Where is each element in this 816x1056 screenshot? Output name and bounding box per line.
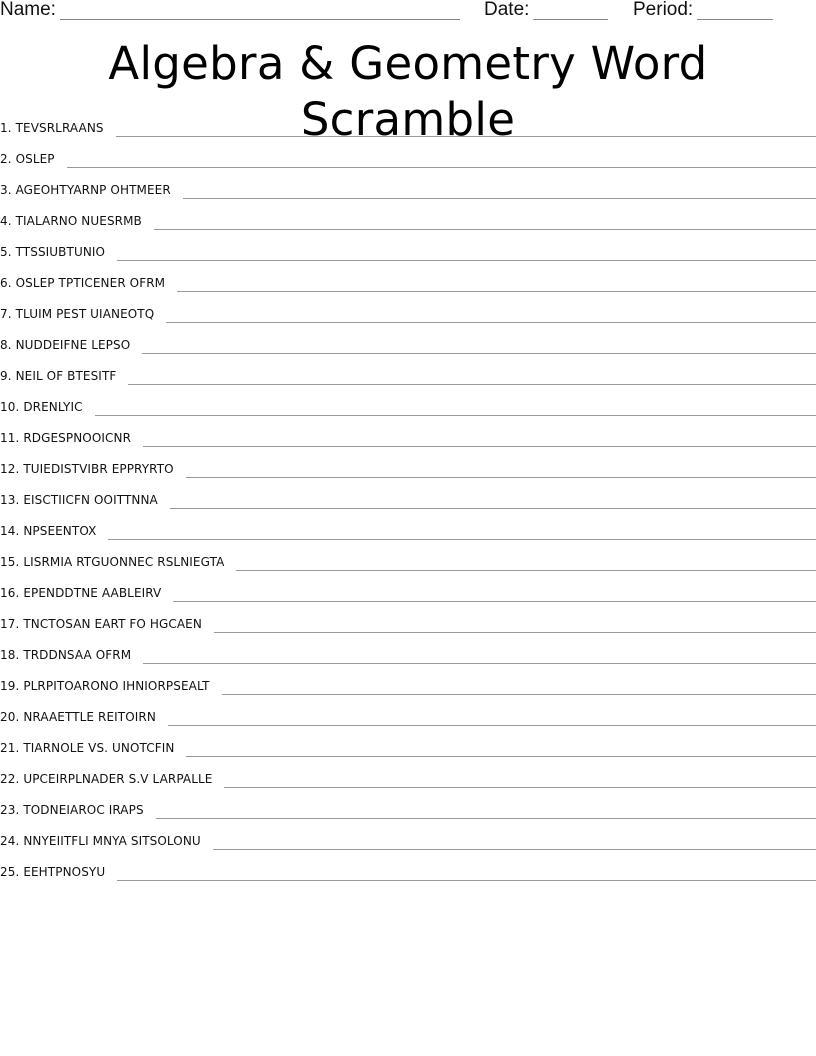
scrambled-letters: EPENDDTNE AABLEIRV <box>23 586 162 600</box>
scrambled-word <box>0 276 165 294</box>
item-number: 4. <box>0 214 12 228</box>
scrambled-word <box>0 493 158 511</box>
scrambled-word <box>0 307 154 325</box>
scrambled-word <box>0 462 174 480</box>
answer-line[interactable] <box>142 352 816 354</box>
answer-line[interactable] <box>236 569 816 571</box>
scrambled-word <box>0 741 174 759</box>
name-field[interactable] <box>0 0 462 20</box>
scrambled-letters: DRENLYIC <box>23 400 83 414</box>
answer-line[interactable] <box>108 538 816 540</box>
list-item <box>0 294 816 325</box>
scrambled-letters: TIARNOLE VS. UNOTCFIN <box>23 741 175 755</box>
item-number: 21. <box>0 741 20 755</box>
answer-line[interactable] <box>186 476 816 478</box>
answer-line[interactable] <box>143 662 816 664</box>
scrambled-word <box>0 834 201 852</box>
item-number: 12. <box>0 462 20 476</box>
answer-line[interactable] <box>116 135 816 137</box>
scrambled-letters: AGEOHTYARNP OHTMEER <box>15 183 171 197</box>
scrambled-word <box>0 121 104 139</box>
scrambled-word <box>0 431 131 449</box>
list-item <box>0 263 816 294</box>
list-item <box>0 480 816 511</box>
list-item <box>0 387 816 418</box>
scrambled-letters: NEIL OF BTESITF <box>15 369 117 383</box>
list-item <box>0 852 816 883</box>
answer-line[interactable] <box>95 414 816 416</box>
list-item <box>0 232 816 263</box>
scrambled-letters: PLRPITOARONO IHNIORPSEALT <box>23 679 210 693</box>
item-number: 16. <box>0 586 20 600</box>
answer-line[interactable] <box>143 445 816 447</box>
item-number: 1. <box>0 121 12 135</box>
scrambled-letters: TODNEIAROC IRAPS <box>23 803 144 817</box>
date-field[interactable] <box>484 0 612 20</box>
scrambled-word <box>0 245 105 263</box>
scrambled-word <box>0 679 210 697</box>
item-number: 22. <box>0 772 20 786</box>
scrambled-word <box>0 710 156 728</box>
list-item <box>0 666 816 697</box>
scrambled-letters: EISCTIICFN OOITTNNA <box>23 493 158 507</box>
item-number: 13. <box>0 493 20 507</box>
answer-line[interactable] <box>67 166 816 168</box>
list-item <box>0 635 816 666</box>
answer-line[interactable] <box>168 724 816 726</box>
list-item <box>0 201 816 232</box>
item-number: 15. <box>0 555 20 569</box>
answer-line[interactable] <box>222 693 816 695</box>
item-number: 14. <box>0 524 20 538</box>
scrambled-letters: TUIEDISTVIBR EPPRYRTO <box>23 462 174 476</box>
scrambled-word <box>0 865 105 883</box>
item-number: 25. <box>0 865 20 879</box>
list-item <box>0 542 816 573</box>
date-label: Date: <box>484 0 530 20</box>
scrambled-word <box>0 214 142 232</box>
scrambled-letters: TNCTOSAN EART FO HGCAEN <box>23 617 202 631</box>
scrambled-letters: OSLEP TPTICENER OFRM <box>15 276 166 290</box>
scrambled-letters: RDGESPNOOICNR <box>23 431 132 445</box>
date-line[interactable] <box>533 3 608 20</box>
scrambled-letters: NPSEENTOX <box>23 524 97 538</box>
scrambled-letters: NUDDEIFNE LEPSO <box>15 338 131 352</box>
scrambled-letters: TRDDNSAA OFRM <box>23 648 132 662</box>
scrambled-letters: OSLEP <box>15 152 55 166</box>
list-item <box>0 511 816 542</box>
worksheet-header <box>0 0 816 22</box>
answer-line[interactable] <box>173 600 816 602</box>
list-item <box>0 604 816 635</box>
answer-line[interactable] <box>154 228 816 230</box>
item-number: 18. <box>0 648 20 662</box>
item-number: 7. <box>0 307 12 321</box>
answer-line[interactable] <box>166 321 816 323</box>
item-number: 5. <box>0 245 12 259</box>
item-number: 8. <box>0 338 12 352</box>
scrambled-word <box>0 617 202 635</box>
list-item <box>0 821 816 852</box>
scrambled-word <box>0 648 131 666</box>
period-field[interactable] <box>633 0 776 20</box>
answer-line[interactable] <box>214 631 816 633</box>
name-label: Name: <box>0 0 56 20</box>
scrambled-letters: EEHTPNOSYU <box>23 865 106 879</box>
scrambled-letters: UPCEIRPLNADER S.V LARPALLE <box>23 772 213 786</box>
name-line[interactable] <box>60 3 460 20</box>
answer-line[interactable] <box>186 755 816 757</box>
scrambled-word <box>0 369 116 387</box>
answer-line[interactable] <box>183 197 816 199</box>
period-line[interactable] <box>697 3 773 20</box>
scrambled-letters: TTSSIUBTUNIO <box>15 245 106 259</box>
list-item <box>0 790 816 821</box>
scrambled-word <box>0 586 161 604</box>
scrambled-word <box>0 555 224 573</box>
scrambled-word <box>0 803 144 821</box>
item-number: 19. <box>0 679 20 693</box>
answer-line[interactable] <box>156 817 816 819</box>
scrambled-letters: NRAAETTLE REITOIRN <box>23 710 156 724</box>
item-number: 9. <box>0 369 12 383</box>
scrambled-word <box>0 524 96 542</box>
scrambled-letters: TEVSRLRAANS <box>15 121 104 135</box>
item-number: 17. <box>0 617 20 631</box>
list-item <box>0 759 816 790</box>
item-number: 3. <box>0 183 12 197</box>
item-number: 2. <box>0 152 12 166</box>
scrambled-word <box>0 338 130 356</box>
item-number: 11. <box>0 431 20 445</box>
list-item <box>0 170 816 201</box>
answer-line[interactable] <box>224 786 816 788</box>
list-item <box>0 356 816 387</box>
list-item <box>0 139 816 170</box>
answer-line[interactable] <box>170 507 816 509</box>
list-item <box>0 449 816 480</box>
period-label: Period: <box>633 0 694 20</box>
answer-line[interactable] <box>117 879 816 881</box>
scrambled-word <box>0 400 83 418</box>
scrambled-word <box>0 152 55 170</box>
item-number: 23. <box>0 803 20 817</box>
list-item <box>0 325 816 356</box>
list-item <box>0 108 816 139</box>
answer-line[interactable] <box>128 383 816 385</box>
scrambled-letters: NNYEIITFLI MNYA SITSOLONU <box>23 834 201 848</box>
list-item <box>0 728 816 759</box>
scrambled-word <box>0 183 171 201</box>
scrambled-letters: TLUIM PEST UIANEOTQ <box>15 307 155 321</box>
item-number: 20. <box>0 710 20 724</box>
scrambled-letters: LISRMIA RTGUONNEC RSLNIEGTA <box>23 555 225 569</box>
scrambled-letters: TIALARNO NUESRMB <box>15 214 142 228</box>
answer-line[interactable] <box>117 259 816 261</box>
list-item <box>0 418 816 449</box>
item-number: 6. <box>0 276 12 290</box>
answer-line[interactable] <box>213 848 816 850</box>
scrambled-word <box>0 772 212 790</box>
list-item <box>0 697 816 728</box>
item-number: 24. <box>0 834 20 848</box>
answer-line[interactable] <box>177 290 816 292</box>
item-number: 10. <box>0 400 20 414</box>
list-item <box>0 573 816 604</box>
page-title: Algebra & Geometry Word Scramble <box>108 37 708 146</box>
scramble-list <box>0 108 816 883</box>
